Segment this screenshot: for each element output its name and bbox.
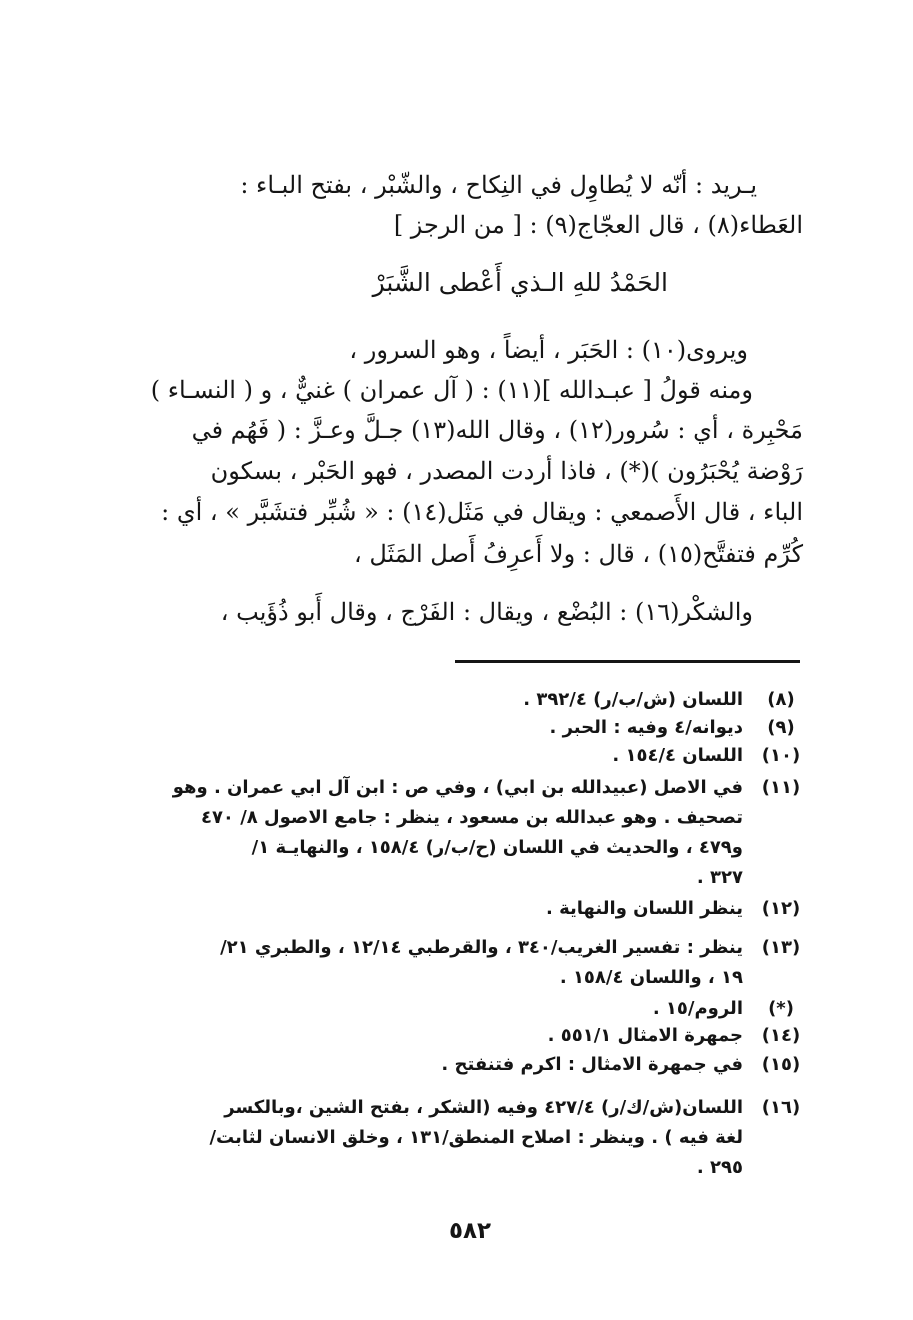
footnote-text: تصحيف . وهو عبدالله بن مسعود ، ينظر : جامع الاصول ٨/ ٤٧٠	[200, 807, 743, 828]
main-text-line-6: رَوْضة يُحْبَرُون )(*) ، فاذا أردت المصدر ، فهو الحَبْر ، بسكون	[210, 457, 803, 485]
footnote-number: (*)	[768, 998, 794, 1019]
footnote-number: (٩)	[767, 717, 795, 738]
main-text-line-5: مَحْبِرة ، أي : سُرور(١٢) ، وقال الله(١٣) جـلَّ وعـزَّ : ( فَهُم في	[191, 416, 803, 444]
page-number: ٥٨٢	[448, 1218, 492, 1244]
footnote-separator	[455, 660, 800, 663]
footnote-text: و٤٧٩ ، والحديث في اللسان (ح/ب/ر) ١٥٨/٤ ، والنهايـة ١/	[251, 837, 743, 858]
main-text-line-7: الباء ، قال الأَصمعي : ويقال في مَثَل(١٤) : « شُبِّر فتشَبَّر » ، أي :	[161, 498, 803, 526]
footnote-text: في الاصل (عبيدالله بن ابي) ، وفي ص : ابن آل ابي عمران . وهو	[172, 777, 743, 798]
footnote-text: لغة فيه ) . وينظر : اصلاح المنطق/١٣١ ، وخلق الانسان لثابت/	[209, 1127, 743, 1148]
verse-line: الحَمْدُ للهِ الـذي أَعْطى الشَّبَرْ	[372, 268, 668, 297]
footnote-text: الروم/١٥ .	[652, 998, 743, 1019]
main-text-line-9: والشكْر(١٦) : البُضْع ، ويقال : الفَرْج ، وقال أَبو ذُؤَيب ،	[220, 598, 753, 626]
main-text-line-2: العَطاء(٨) ، قال العجّاج(٩) : [ من الرجز ]	[393, 211, 803, 239]
footnote-number: (١٠)	[761, 745, 801, 766]
main-text-line-4: ومنه قولُ [ عبـدالله ](١١) : ( آل عمران ) غنيٌّ ، و ( النسـاء )	[150, 376, 753, 404]
main-text-line-3: ويروى(١٠) : الحَبَر ، أيضاً ، وهو السرور ،	[349, 336, 748, 364]
footnote-number: (١١)	[761, 777, 801, 798]
footnote-text: اللسان (ش/ب/ر) ٣٩٢/٤ .	[523, 689, 743, 710]
footnote-text: ينظر : تفسير الغريب/٣٤٠ ، والقرطبي ١٢/١٤ ، والطبري ٢١/	[220, 937, 743, 958]
footnote-number: (١٤)	[761, 1025, 801, 1046]
main-text-line-8: كُرِّم فتفتَّح(١٥) ، قال : ولا أَعرِفُ أَصل المَثَل ،	[354, 540, 803, 568]
footnote-text: جمهرة الامثال ٥٥١/١ .	[547, 1025, 743, 1046]
footnote-text: ديوانه/٤ وفيه : الحبر .	[549, 717, 743, 738]
footnote-text: ١٩ ، واللسان ١٥٨/٤ .	[559, 967, 743, 988]
main-text-line-1: يـريد : أنّه لا يُطاوِل في النِكاح ، والشّبْر ، بفتح البـاء :	[240, 171, 757, 199]
footnote-text: اللسان ١٥٤/٤ .	[612, 745, 743, 766]
footnote-number: (٨)	[767, 689, 795, 710]
footnote-text: ٣٢٧ .	[696, 867, 743, 888]
footnote-text: اللسان(ش/ك/ر) ٤٢٧/٤ وفيه (الشكر ، بفتح الشين ،وبالكسر	[224, 1097, 743, 1118]
footnote-number: (١٣)	[761, 937, 801, 958]
footnote-text: ينظر اللسان والنهاية .	[546, 898, 743, 919]
footnote-text: ٢٩٥ .	[696, 1157, 743, 1178]
footnote-number: (١٥)	[761, 1054, 801, 1075]
footnote-number: (١٢)	[761, 898, 801, 919]
footnote-text: في جمهرة الامثال : اكرم فتنفتح .	[441, 1054, 743, 1075]
footnote-number: (١٦)	[761, 1097, 801, 1118]
